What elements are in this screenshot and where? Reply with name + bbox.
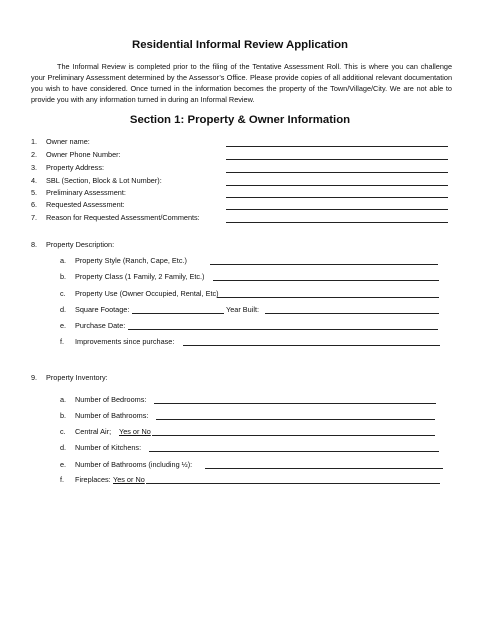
field-number: 6. (31, 200, 38, 209)
property-style-label: Property Style (Ranch, Cape, Etc.) (75, 256, 187, 265)
bedrooms-line[interactable] (154, 403, 436, 404)
property-use-line[interactable] (217, 297, 439, 298)
owner-phone-line[interactable] (226, 159, 448, 160)
item-letter: a. (60, 256, 67, 265)
field-number: 4. (31, 176, 38, 185)
fireplaces-option[interactable]: Yes or No (113, 475, 145, 484)
improvements-line[interactable] (183, 345, 440, 346)
form-title: Residential Informal Review Application (131, 39, 349, 51)
property-class-line[interactable] (213, 280, 439, 281)
requested-assessment-line[interactable] (226, 209, 448, 210)
item-letter: e. (60, 321, 67, 330)
purchase-date-label: Purchase Date: (75, 321, 126, 330)
intro-paragraph: The Informal Review is completed prior to the filing of the Tentative Assessment Roll. This is where you can challenge your Preliminary Assessment determined by the Assessor’s Office. Please provide copies of all additional relevant documentation you wish to have considered. Once turned in the information becomes the property of the Town/Village/City. We are not able to provide you with any information turned in during an Informal Review. (31, 62, 452, 105)
field-number: 1. (31, 137, 38, 146)
item-number: 9. (31, 373, 38, 382)
purchase-date-line[interactable] (128, 329, 438, 330)
bathrooms-including-half-label: Number of Bathrooms (including ½): (75, 460, 193, 469)
property-style-line[interactable] (210, 264, 438, 265)
kitchens-label: Number of Kitchens: (75, 443, 142, 452)
year-built-label: Year Built: (226, 305, 259, 314)
square-footage-line[interactable] (132, 313, 224, 314)
owner-name-line[interactable] (226, 146, 448, 147)
item-letter: a. (60, 395, 67, 404)
field-label: Preliminary Assessment: (46, 188, 126, 197)
property-use-label: Property Use (Owner Occupied, Rental, Etc) (75, 289, 219, 298)
central-air-line[interactable] (152, 435, 435, 436)
section-title: Section 1: Property & Owner Information (129, 114, 351, 126)
item-letter: c. (60, 427, 66, 436)
bathrooms-label: Number of Bathrooms: (75, 411, 149, 420)
property-inventory-heading: Property Inventory: (46, 373, 108, 382)
field-number: 3. (31, 163, 38, 172)
field-label: Owner name: (46, 137, 90, 146)
field-number: 2. (31, 150, 38, 159)
kitchens-line[interactable] (149, 451, 439, 452)
bathrooms-line[interactable] (156, 419, 435, 420)
preliminary-assessment-line[interactable] (226, 197, 448, 198)
property-description-heading: Property Description: (46, 240, 115, 249)
fireplaces-line[interactable] (146, 483, 440, 484)
field-label: Reason for Requested Assessment/Comments: (46, 213, 200, 222)
field-label: Owner Phone Number: (46, 150, 121, 159)
item-number: 8. (31, 240, 38, 249)
sbl-line[interactable] (226, 185, 448, 186)
field-number: 5. (31, 188, 38, 197)
bedrooms-label: Number of Bedrooms: (75, 395, 147, 404)
field-label: Property Address: (46, 163, 104, 172)
property-class-label: Property Class (1 Family, 2 Family, Etc.) (75, 272, 205, 281)
square-footage-label: Square Footage: (75, 305, 130, 314)
item-letter: b. (60, 411, 67, 420)
field-number: 7. (31, 213, 38, 222)
item-letter: b. (60, 272, 67, 281)
item-letter: e. (60, 460, 67, 469)
reason-line[interactable] (226, 222, 448, 223)
item-letter: d. (60, 443, 67, 452)
item-letter: f. (60, 475, 65, 484)
field-label: Requested Assessment: (46, 200, 125, 209)
property-address-line[interactable] (226, 172, 448, 173)
item-letter: f. (60, 337, 65, 346)
fireplaces-label: Fireplaces: (75, 475, 111, 484)
item-letter: d. (60, 305, 67, 314)
central-air-option[interactable]: Yes or No (119, 427, 151, 436)
bathrooms-including-half-line[interactable] (205, 468, 443, 469)
central-air-label: Central Air; (75, 427, 112, 436)
improvements-label: Improvements since purchase: (75, 337, 175, 346)
year-built-line[interactable] (265, 313, 439, 314)
field-label: SBL (Section, Block & Lot Number): (46, 176, 162, 185)
item-letter: c. (60, 289, 66, 298)
